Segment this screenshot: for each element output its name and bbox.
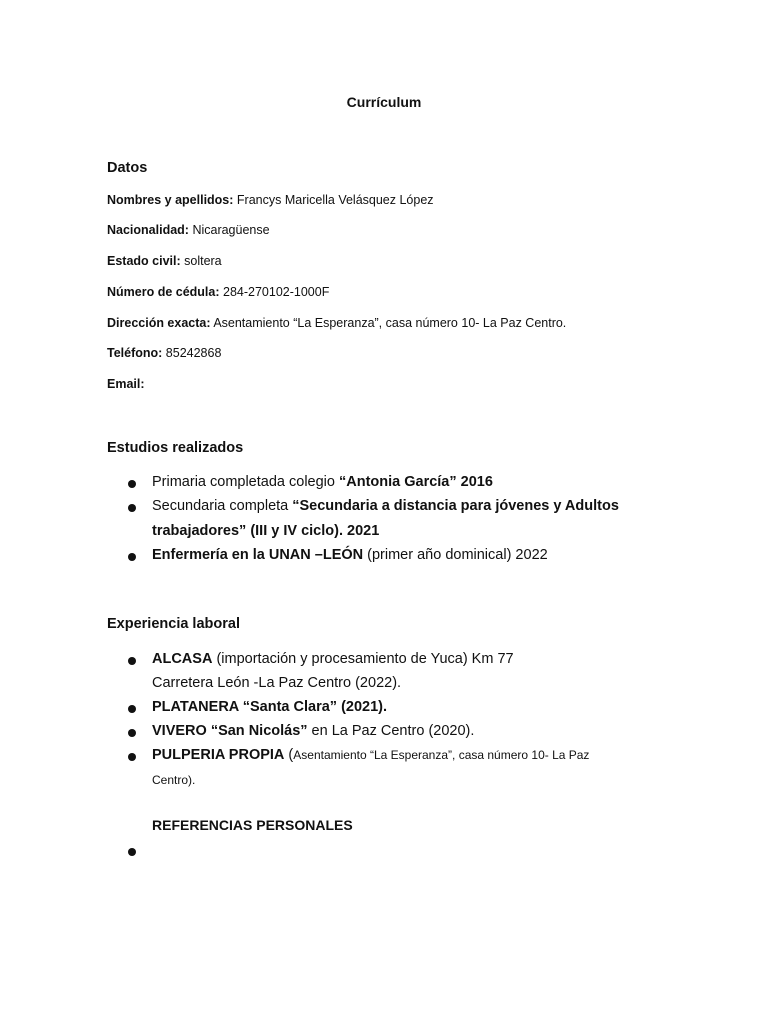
field-label: Número de cédula:	[107, 285, 220, 299]
list-item-enfermeria	[152, 547, 548, 563]
item-text: (importación y procesamiento de Yuca) Km 77	[212, 651, 514, 667]
item-text: en La Paz Centro (2020).	[307, 723, 475, 739]
list-item-pulperia	[152, 747, 589, 763]
bullet-icon	[128, 504, 136, 512]
section-heading-referencias: REFERENCIAS PERSONALES	[152, 817, 353, 833]
field-direccion	[107, 316, 566, 330]
field-nacionalidad	[107, 223, 270, 237]
field-estado-civil	[107, 254, 222, 268]
bullet-icon	[128, 705, 136, 713]
list-item-secundaria	[152, 498, 619, 514]
list-item-alcasa	[152, 651, 514, 667]
field-label: Teléfono:	[107, 346, 163, 360]
field-value: 85242868	[162, 346, 222, 360]
item-text: Primaria completada colegio	[152, 474, 339, 490]
list-item-primaria	[152, 474, 493, 490]
item-text: (primer año dominical)	[363, 547, 512, 563]
field-value: Asentamiento “La Esperanza”, casa número 10- La Paz Centro.	[210, 316, 567, 330]
field-telefono	[107, 346, 221, 360]
item-text-bold: ALCASA	[152, 651, 213, 667]
list-item-platanera: PLATANERA “Santa Clara” (2021).	[152, 699, 388, 715]
item-text-small: Asentamiento “La Esperanza”, casa número 10- La Paz	[293, 748, 590, 762]
document-title: Currículum	[346, 94, 422, 110]
item-text-bold: Enfermería en la UNAN –LEÓN	[152, 547, 364, 563]
bullet-icon	[128, 480, 136, 488]
bullet-icon	[128, 553, 136, 561]
field-label: Estado civil:	[107, 254, 181, 268]
item-text-bold: “Antonia García” 2016	[338, 474, 493, 490]
bullet-icon	[128, 848, 136, 856]
bullet-icon	[128, 753, 136, 761]
field-value: soltera	[180, 254, 222, 268]
field-email	[107, 377, 145, 391]
section-heading-datos: Datos	[107, 160, 148, 176]
section-heading-experiencia: Experiencia laboral	[107, 616, 240, 632]
list-item-pulperia-continuation: Centro).	[152, 773, 196, 787]
section-heading-estudios: Estudios realizados	[107, 440, 244, 456]
item-text: 2022	[511, 547, 548, 563]
field-value: Francys Maricella Velásquez López	[233, 193, 434, 207]
item-text-bold: VIVERO “San Nicolás”	[152, 723, 308, 739]
item-text: Secundaria completa	[152, 498, 293, 514]
field-nombres	[107, 193, 434, 207]
item-text-bold: “Secundaria a distancia para jóvenes y Adultos	[292, 498, 619, 514]
bullet-icon	[128, 657, 136, 665]
field-label: Nombres y apellidos:	[107, 193, 234, 207]
list-item-alcasa-continuation: Carretera León -La Paz Centro (2022).	[152, 675, 402, 691]
field-cedula	[107, 285, 329, 299]
item-text: (	[284, 747, 294, 763]
list-item-vivero	[152, 723, 474, 739]
bullet-icon	[128, 729, 136, 737]
list-item-secundaria-continuation: trabajadores” (III y IV ciclo). 2021	[152, 523, 380, 539]
field-value: 284-270102-1000F	[219, 285, 330, 299]
item-text-bold: PULPERIA PROPIA	[152, 747, 285, 763]
field-label: Dirección exacta:	[107, 316, 211, 330]
field-label: Nacionalidad:	[107, 223, 189, 237]
field-label: Email:	[107, 377, 145, 391]
field-value: Nicaragüense	[188, 223, 270, 237]
